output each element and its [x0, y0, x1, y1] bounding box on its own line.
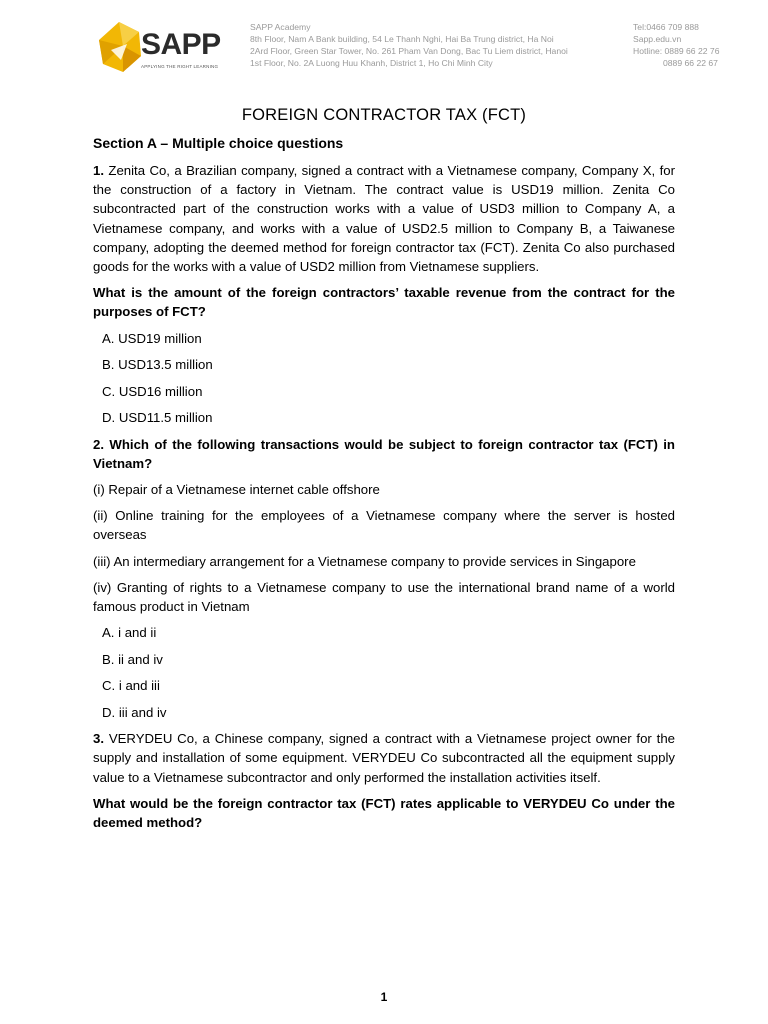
option-item: C. i and iii	[102, 678, 160, 694]
option-item: A. USD19 million	[102, 330, 202, 346]
contact-hotline: Hotline: 0889 66 22 76	[633, 46, 720, 56]
transaction-item: (ii) Online training for the employees of a Vietnamese company where the server is hosted overseas	[93, 508, 675, 543]
sapp-logo-mark-icon	[97, 20, 145, 76]
question-number: 3.	[93, 731, 104, 747]
transaction-item: (iv) Granting of rights to a Vietnamese company to use the international brand name of a world famous product in Vietnam	[93, 579, 675, 615]
contact-hotline-2: 0889 66 22 67	[663, 58, 718, 68]
logo-tagline: APPLYING THE RIGHT LEARNING	[141, 64, 219, 69]
contact-phone: Tel:0466 709 888	[633, 22, 699, 32]
contact-block	[633, 21, 719, 69]
option-item: B. USD13.5 million	[102, 357, 213, 373]
option-item: D. iii and iv	[102, 704, 167, 720]
transaction-item: (i) Repair of a Vietnamese internet cable offshore	[93, 482, 380, 498]
question-2-prompt: 2. Which of the following transactions would be subject to foreign contractor tax (FCT) in Vietnam?	[93, 436, 675, 471]
option-item: A. i and ii	[102, 625, 157, 641]
question-body: VERYDEU Co, a Chinese company, signed a contract with a Vietnamese project owner for the supply and installation of some equipment. VERYDEU Co subcontracted all the equipment supply value to a Vietnamese subcontractor and only performed the installation activities itself.	[93, 731, 675, 785]
transaction-item: (iii) An intermediary arrangement for a Vietnamese company to provide services in Singapore	[93, 553, 636, 569]
option-item: B. ii and iv	[102, 651, 163, 667]
address-block	[250, 21, 568, 69]
page-number: 1	[380, 990, 388, 1004]
address-line: SAPP Academy	[250, 22, 311, 32]
document-body	[93, 103, 675, 839]
question-body: Zenita Co, a Brazilian company, signed a contract with a Vietnamese company, Company X, for the construction of a factory in Vietnam. The contract value is USD19 million. Zenita Co subcontracted part of the construction works with a value of USD3 million to Company A, a Vietnamese company, and works with a value of USD2.5 million to Company B, a Taiwanese company, adopting the deemed method for foreign contractor tax (FCT). Zenita Co also purchased goods for the works with a value of USD2 million from Vietnamese suppliers.	[93, 163, 675, 275]
logo-text: SAPP	[141, 28, 221, 61]
question-3-text	[93, 729, 675, 787]
address-line: 1st Floor, No. 2A Luong Huu Khanh, District 1, Ho Chi Minh City	[250, 58, 493, 68]
address-line: 8th Floor, Nam A Bank building, 54 Le Thanh Nghi, Hai Ba Trung district, Ha Noi	[250, 34, 554, 44]
document-title: FOREIGN CONTRACTOR TAX (FCT)	[241, 106, 527, 124]
option-item: D. USD11.5 million	[102, 410, 213, 426]
question-1-prompt: What is the amount of the foreign contractors’ taxable revenue from the contract for the purposes of FCT?	[93, 285, 675, 320]
option-item: C. USD16 million	[102, 383, 203, 399]
address-line: 2Ard Floor, Green Star Tower, No. 261 Pham Van Dong, Bac Tu Liem district, Hanoi	[250, 46, 568, 56]
question-3-prompt: What would be the foreign contractor tax (FCT) rates applicable to VERYDEU Co under the deemed method?	[93, 795, 675, 831]
contact-website: Sapp.edu.vn	[633, 34, 682, 44]
page-header	[0, 0, 768, 90]
question-number: 1.	[93, 163, 104, 178]
section-heading: Section A – Multiple choice questions	[93, 135, 344, 151]
question-1-text	[93, 161, 675, 276]
sapp-logo	[97, 20, 221, 76]
